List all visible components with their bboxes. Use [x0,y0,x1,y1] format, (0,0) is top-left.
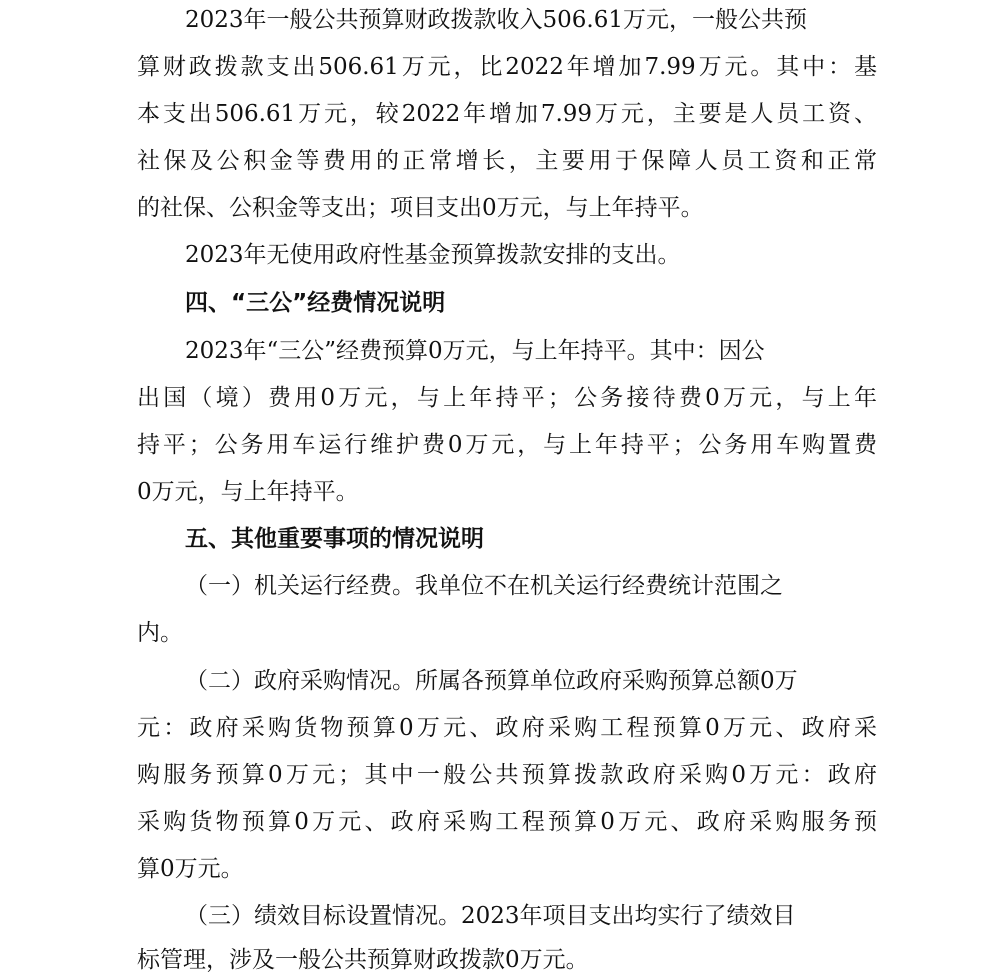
paragraph-line: 2023年“三公”经费预算0万元，与上年持平。其中：因公 [185,338,765,364]
paragraph-line: 本支出506.61万元，较2022年增加7.99万元，主要是人员工资、 [137,101,877,127]
paragraph-line: （三）绩效目标设置情况。2023年项目支出均实行了绩效目 [185,903,796,929]
paragraph-line: 2023年一般公共预算财政拨款收入506.61万元，一般公共预 [185,7,808,33]
paragraph-line: 标管理，涉及一般公共预算财政拨款0万元。 [137,947,589,973]
section-heading: 五、其他重要事项的情况说明 [185,526,484,552]
paragraph-line: 社保及公积金等费用的正常增长，主要用于保障人员工资和正常 [137,148,877,174]
paragraph-line: 算0万元。 [137,856,244,882]
paragraph-line: 的社保、公积金等支出；项目支出0万元，与上年持平。 [137,195,704,221]
section-heading: 四、“三公”经费情况说明 [185,290,446,316]
paragraph-line: （一）机关运行经费。我单位不在机关运行经费统计范围之 [185,573,783,599]
paragraph-line: 元：政府采购货物预算0万元、政府采购工程预算0万元、政府采 [137,715,877,741]
paragraph-line: 算财政拨款支出506.61万元，比2022年增加7.99万元。其中：基 [137,54,877,80]
paragraph-line: 2023年无使用政府性基金预算拨款安排的支出。 [185,242,681,268]
paragraph-line: 采购货物预算0万元、政府采购工程预算0万元、政府采购服务预 [137,809,877,835]
paragraph-line: 0万元，与上年持平。 [137,479,359,505]
paragraph-line: 购服务预算0万元；其中一般公共预算拨款政府采购0万元：政府 [137,762,877,788]
paragraph-line: 内。 [137,620,183,646]
paragraph-line: 持平；公务用车运行维护费0万元，与上年持平；公务用车购置费 [137,432,877,458]
paragraph-line: （二）政府采购情况。所属各预算单位政府采购预算总额0万 [185,668,798,694]
paragraph-line: 出国（境）费用0万元，与上年持平；公务接待费0万元，与上年 [137,385,877,411]
